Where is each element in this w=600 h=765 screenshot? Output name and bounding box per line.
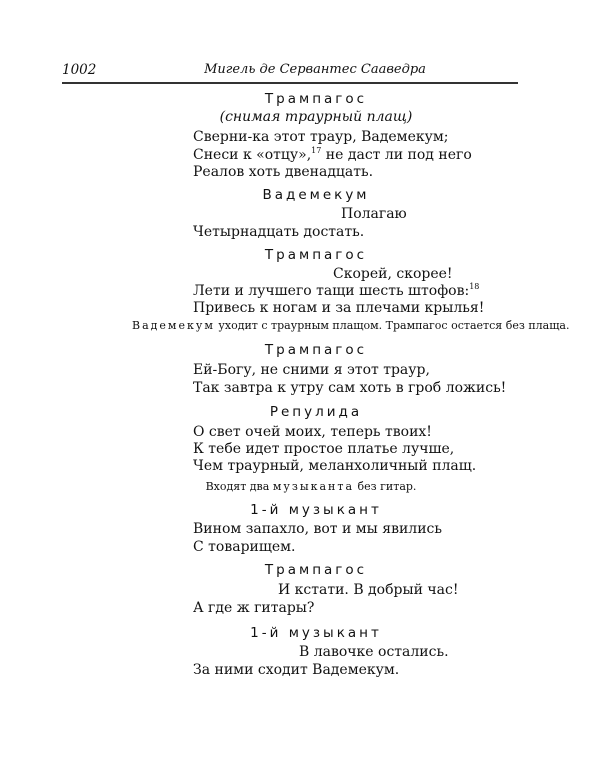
verse-text: Лети и лучшего тащи шесть штофов:: [193, 283, 470, 299]
speaker-name: 1-й музыкант: [250, 625, 382, 641]
verse-line: [193, 282, 479, 300]
stage-direction: (снимая траурный плащ): [219, 109, 413, 125]
footnote-marker[interactable]: 18: [469, 282, 480, 291]
character-name: музыканта: [272, 480, 355, 493]
verse-line: Чем траурный, меланхоличный плащ.: [193, 458, 477, 474]
speaker-name: Трампагос: [264, 247, 368, 263]
verse-line: Вином запахло, вот и мы явились: [193, 521, 442, 537]
speaker-name: Вадемекум: [262, 187, 370, 203]
speaker-name: 1-й музыкант: [250, 502, 382, 518]
verse-line: И кстати. В добрый час!: [278, 582, 459, 598]
verse-line: С товарищем.: [193, 539, 296, 555]
header-rule: [62, 82, 518, 84]
speaker-name: Репулида: [269, 404, 363, 420]
verse-line: К тебе идет простое платье лучше,: [193, 441, 455, 457]
verse-text: Снеси к «отцу»,: [193, 147, 312, 163]
verse-line: А где ж гитары?: [193, 600, 315, 616]
verse-text: не даст ли под него: [321, 147, 472, 163]
speaker-name: Трампагос: [264, 91, 368, 107]
direction-text: без гитар.: [354, 480, 417, 493]
stage-direction: [132, 317, 570, 335]
direction-text: Входят два: [205, 480, 273, 493]
verse-line: Четырнадцать достать.: [193, 224, 365, 240]
verse-line: Сверни-ка этот траур, Вадемекум;: [193, 129, 449, 145]
running-title: Мигель де Сервантес Сааведра: [204, 62, 426, 77]
verse-line: Скорей, скорее!: [333, 266, 453, 282]
verse-line: Ей-Богу, не сними я этот траур,: [193, 362, 430, 378]
direction-text: уходит с траурным плащом. Трампагос остается без плаща.: [214, 319, 570, 332]
verse-line: [193, 146, 472, 164]
verse-line: В лавочке остались.: [299, 644, 449, 660]
verse-line: О свет очей моих, теперь твоих!: [193, 424, 432, 440]
character-name: Вадемекум: [132, 319, 215, 332]
verse-line: За ними сходит Вадемекум.: [193, 662, 400, 678]
stage-direction: [0, 478, 600, 496]
verse-line: Реалов хоть двенадцать.: [193, 164, 374, 180]
footnote-marker[interactable]: 17: [311, 146, 322, 155]
verse-line: Полагаю: [341, 206, 407, 222]
verse-line: Привесь к ногам и за плечами крылья!: [193, 300, 485, 316]
speaker-name: Трампагос: [264, 562, 368, 578]
speaker-name: Трампагос: [264, 342, 368, 358]
verse-line: Так завтра к утру сам хоть в гроб ложись!: [193, 380, 507, 396]
page-number: 1002: [62, 62, 97, 78]
